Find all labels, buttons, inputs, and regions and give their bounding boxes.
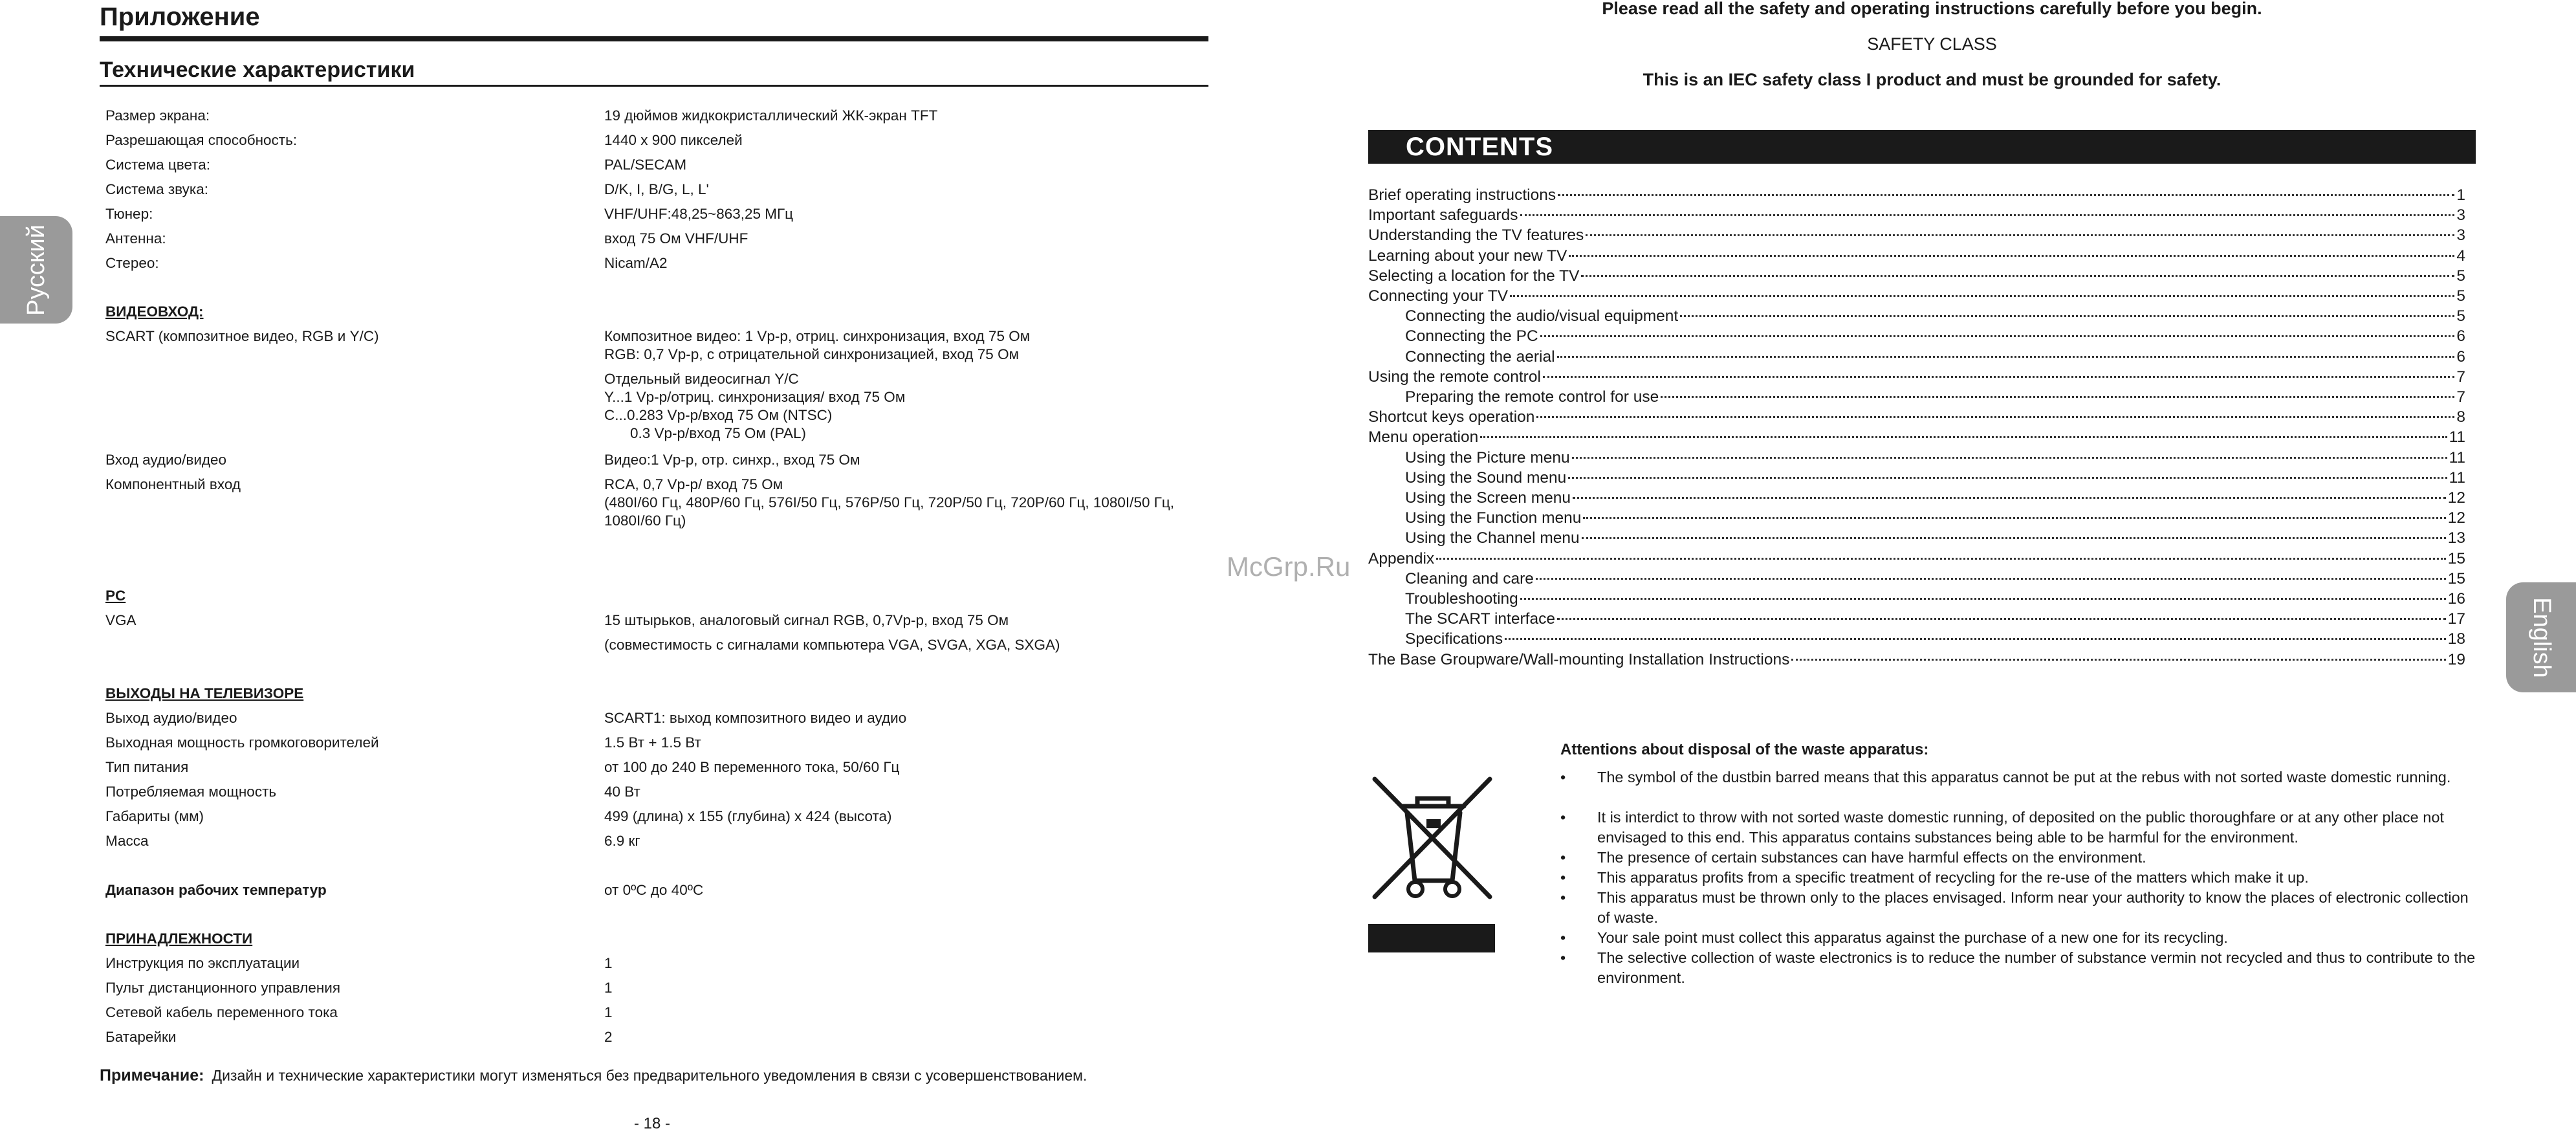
pc-heading: PC	[105, 588, 126, 604]
toc-entry-page: 12	[2447, 489, 2465, 507]
spec-value: вход 75 Ом VHF/UHF	[604, 230, 748, 247]
toc-leader-dots	[1586, 234, 2454, 236]
language-tab-label: English	[2527, 597, 2555, 678]
crossed-dustbin-icon	[1367, 767, 1498, 908]
bullet-item	[1560, 888, 2479, 928]
toc-entry-label: Selecting a location for the TV	[1368, 267, 1580, 285]
toc-leader-dots	[1480, 436, 2447, 438]
toc-entry-label: Using the Sound menu	[1405, 468, 1567, 487]
contents-title: CONTENTS	[1406, 133, 1553, 161]
spec-label: Антенна:	[105, 230, 166, 247]
subtitle-rule	[100, 85, 1208, 87]
toc-entry[interactable]	[1368, 428, 2465, 448]
toc-entry-page: 11	[2449, 428, 2465, 446]
toc-entry[interactable]	[1368, 388, 2465, 408]
toc-leader-dots	[1505, 638, 2446, 640]
toc-entry-label: Connecting the PC	[1405, 327, 1538, 346]
safety-ground-notice: This is an IEC safety class I product and must be grounded for safety.	[1643, 70, 2221, 89]
safety-read-notice: Please read all the safety and operating instructions carefully before you begin.	[1602, 0, 2262, 18]
spec-label: Разрешающая способность:	[105, 132, 298, 148]
bullet-mark: •	[1560, 929, 1566, 946]
bullet-mark: •	[1560, 809, 1566, 826]
toc-entry-label: Brief operating instructions	[1368, 186, 1556, 204]
accessory-count: 1	[604, 980, 613, 996]
audio-video-value: Видео:1 Vp-p, отр. синхр., вход 75 Ом	[604, 452, 860, 468]
toc-leader-dots	[1557, 618, 2446, 620]
scart-line: RGB: 0,7 Vp-p, с отрицательной синхронизацией, вход 75 Ом	[604, 346, 1020, 362]
bullet-item	[1560, 808, 2479, 848]
vga-line: (совместимость с сигналами компьютера VGA, SVGA, XGA, SXGA)	[604, 637, 1060, 653]
toc-entry[interactable]	[1368, 651, 2465, 671]
toc-leader-dots	[1661, 396, 2454, 398]
toc-entry-page: 15	[2447, 549, 2465, 567]
toc-entry[interactable]	[1368, 570, 2465, 590]
toc-entry-page: 13	[2447, 529, 2465, 547]
spec-label: Стерео:	[105, 255, 159, 271]
toc-leader-dots	[1536, 416, 2454, 418]
toc-entry-page: 4	[2456, 247, 2465, 265]
spec-label: Система звука:	[105, 181, 208, 197]
toc-entry[interactable]	[1368, 550, 2465, 570]
left-page	[0, 0, 1288, 1130]
dustbin-marker-bar	[1368, 924, 1495, 952]
right-page	[1288, 0, 2576, 1130]
toc-entry[interactable]	[1368, 590, 2465, 610]
output-value: 40 Вт	[604, 784, 640, 800]
bullet-item	[1560, 948, 2479, 988]
vga-line: 15 штырьков, аналоговый сигнал RGB, 0,7Vp-p, вход 75 Ом	[604, 612, 1009, 628]
note	[100, 1066, 1212, 1085]
component-line: RCA, 0,7 Vp-p/ вход 75 Ом	[604, 476, 783, 492]
toc-leader-dots	[1536, 578, 2446, 580]
toc-entry[interactable]	[1368, 408, 2465, 428]
toc-entry[interactable]	[1368, 348, 2465, 368]
toc-entry-label: Troubleshooting	[1405, 590, 1518, 608]
accessory-label: Пульт дистанционного управления	[105, 980, 341, 996]
toc-entry-page: 15	[2447, 569, 2465, 588]
toc-leader-dots	[1573, 497, 2446, 499]
bullet-mark: •	[1560, 849, 1566, 866]
toc-entry-page: 6	[2456, 347, 2465, 366]
toc-entry-page: 5	[2456, 287, 2465, 305]
output-value: 499 (длина) x 155 (глубина) x 424 (высота)	[604, 808, 892, 824]
outputs-heading: ВЫХОДЫ НА ТЕЛЕВИЗОРЕ	[105, 685, 304, 701]
toc-entry[interactable]	[1368, 327, 2465, 347]
toc-entry[interactable]	[1368, 630, 2465, 650]
bullet-text: Your sale point must collect this apparatus against the purchase of a new one for its recycling.	[1597, 929, 2228, 946]
contents-header	[1368, 130, 2476, 164]
component-line: (480I/60 Гц, 480P/60 Гц, 576I/50 Гц, 576P/50 Гц, 720P/50 Гц, 720P/60 Гц, 1080I/50 Гц,	[604, 494, 1175, 511]
bullet-text: The presence of certain substances can have harmful effects on the environment.	[1597, 849, 2146, 866]
language-tab-english	[2506, 582, 2576, 692]
toc-entry[interactable]	[1368, 226, 2465, 247]
spec-value: PAL/SECAM	[604, 157, 687, 173]
bullet-mark: •	[1560, 769, 1566, 786]
spec-label: Тюнер:	[105, 206, 153, 222]
toc-entry-page: 17	[2447, 610, 2465, 628]
toc-leader-dots	[1436, 558, 2446, 560]
toc-entry[interactable]	[1368, 489, 2465, 509]
spec-value: VHF/UHF:48,25~863,25 МГц	[604, 206, 794, 222]
output-label: Выход аудио/видео	[105, 710, 237, 726]
accessories-heading: ПРИНАДЛЕЖНОСТИ	[105, 930, 253, 947]
toc-leader-dots	[1569, 255, 2454, 257]
vga-label: VGA	[105, 612, 136, 628]
accessory-label: Инструкция по эксплуатации	[105, 955, 300, 971]
accessory-label: Батарейки	[105, 1029, 177, 1045]
bullet-text: This apparatus profits from a specific treatment of recycling for the re-use of the matters which make it up.	[1597, 869, 2309, 886]
toc-entry-page: 18	[2447, 630, 2465, 648]
toc-entry-label: Connecting the aerial	[1405, 347, 1555, 366]
output-label: Тип питания	[105, 759, 189, 775]
toc-entry-page: 19	[2447, 650, 2465, 668]
toc-entry-label: The Base Groupware/Wall-mounting Installation Instructions	[1368, 650, 1790, 668]
subsection-title: Технические характеристики	[100, 58, 415, 82]
toc-leader-dots	[1520, 598, 2446, 600]
audio-video-label: Вход аудио/видео	[105, 452, 227, 468]
bullet-text: The selective collection of waste electronics is to reduce the number of substance vermin not recycled and thus to contribute to the environment.	[1597, 949, 2476, 986]
spec-value: D/K, I, B/G, L, L'	[604, 181, 709, 197]
toc-entry-page: 5	[2456, 307, 2465, 325]
bullet-item	[1560, 928, 2479, 948]
toc-entry[interactable]	[1368, 610, 2465, 630]
toc-leader-dots	[1540, 335, 2455, 337]
toc-entry[interactable]	[1368, 247, 2465, 267]
spec-value: 19 дюймов жидкокристаллический ЖК-экран TFT	[604, 107, 938, 124]
toc-entry-label: Learning about your new TV	[1368, 247, 1567, 265]
scart-line: Y...1 Vp-p/отриц. синхронизация/ вход 75 Ом	[604, 389, 906, 405]
bullet-item	[1560, 767, 2479, 787]
toc-leader-dots	[1543, 376, 2454, 378]
bullet-item	[1560, 868, 2479, 888]
toc-entry-page: 16	[2447, 590, 2465, 608]
output-value: от 100 до 240 В переменного тока, 50/60 Гц	[604, 759, 900, 775]
accessory-label: Сетевой кабель переменного тока	[105, 1004, 338, 1020]
toc-entry-label: Important safeguards	[1368, 206, 1518, 225]
output-value: SCART1: выход композитного видео и аудио	[604, 710, 907, 726]
toc-entry-label: Specifications	[1405, 630, 1503, 648]
toc-entry[interactable]	[1368, 368, 2465, 388]
video-in-heading: ВИДЕОВХОД:	[105, 303, 204, 320]
bullet-text: This apparatus must be thrown only to the places envisaged. Inform near your authority to know the places of electronic collection of waste.	[1597, 889, 2469, 926]
output-label: Выходная мощность громкоговорителей	[105, 734, 379, 751]
section-title: Приложение	[100, 3, 260, 31]
toc-entry-page: 11	[2449, 448, 2465, 467]
toc-entry-page: 11	[2449, 468, 2465, 487]
scart-line: 0.3 Vp-p/вход 75 Ом (PAL)	[630, 425, 806, 441]
accessory-count: 2	[604, 1029, 613, 1045]
language-tab-label: Русский	[22, 224, 50, 316]
toc-entry-label: Using the remote control	[1368, 368, 1541, 386]
spec-value: 1440 x 900 пикселей	[604, 132, 743, 148]
toc-leader-dots	[1791, 659, 2445, 661]
toc-entry-label: Shortcut keys operation	[1368, 408, 1535, 426]
toc-leader-dots	[1558, 194, 2454, 196]
bullet-mark: •	[1560, 889, 1566, 906]
scart-line: C...0.283 Vp-p/вход 75 Ом (NTSC)	[604, 407, 833, 423]
toc-entry-page: 7	[2456, 368, 2465, 386]
note-label: Примечание:	[100, 1066, 204, 1084]
toc-entry-label: Menu operation	[1368, 428, 1479, 446]
toc-entry[interactable]	[1368, 267, 2465, 287]
toc-entry-label: Using the Screen menu	[1405, 489, 1571, 507]
scart-line: Отдельный видеосигнал Y/C	[604, 371, 799, 387]
toc-entry-page: 6	[2456, 327, 2465, 346]
toc-entry[interactable]	[1368, 307, 2465, 327]
toc-entry-label: Using the Picture menu	[1405, 448, 1570, 467]
toc-entry-page: 5	[2456, 267, 2465, 285]
output-value: 6.9 кг	[604, 833, 640, 849]
toc-entry[interactable]	[1368, 186, 2465, 206]
output-label: Габариты (мм)	[105, 808, 204, 824]
toc-entry-label: Cleaning and care	[1405, 569, 1534, 588]
toc-entry-label: Connecting the audio/visual equipment	[1405, 307, 1679, 325]
toc-entry-page: 12	[2447, 509, 2465, 527]
toc-leader-dots	[1581, 275, 2454, 277]
toc-entry-label: Using the Function menu	[1405, 509, 1582, 527]
safety-class: SAFETY CLASS	[1867, 34, 1997, 54]
toc-entry-page: 8	[2456, 408, 2465, 426]
toc-entry[interactable]	[1368, 449, 2465, 469]
language-tab-russian	[0, 216, 72, 324]
toc-entry-label: Understanding the TV features	[1368, 226, 1584, 245]
output-value: 1.5 Вт + 1.5 Вт	[604, 734, 701, 751]
toc-entry-label: Connecting your TV	[1368, 287, 1509, 305]
toc-entry[interactable]	[1368, 206, 2465, 226]
toc-entry[interactable]	[1368, 509, 2465, 529]
toc-entry[interactable]	[1368, 529, 2465, 549]
output-label: Масса	[105, 833, 149, 849]
toc-entry-page: 1	[2456, 186, 2465, 204]
scart-line: Композитное видео: 1 Vp-p, отриц. синхронизация, вход 75 Ом	[604, 328, 1031, 344]
toc-entry-page: 3	[2456, 206, 2465, 225]
toc-entry[interactable]	[1368, 469, 2465, 489]
output-label: Потребляемая мощность	[105, 784, 277, 800]
bullet-text: It is interdict to throw with not sorted waste domestic running, of deposited on the public thoroughfare or at any other place not envisaged to this end. This apparatus contains substances being able to be harmful for the environment.	[1597, 809, 2444, 846]
bullet-mark: •	[1560, 949, 1566, 966]
toc-entry-page: 3	[2456, 226, 2465, 245]
spec-value: Nicam/A2	[604, 255, 668, 271]
toc-leader-dots	[1510, 295, 2454, 297]
toc-entry-label: The SCART interface	[1405, 610, 1555, 628]
title-rule	[100, 36, 1208, 41]
attention-title: Attentions about disposal of the waste apparatus:	[1560, 741, 1929, 758]
spec-label: Система цвета:	[105, 157, 211, 173]
component-label: Компонентный вход	[105, 476, 241, 492]
temperature-value: от 0ºС до 40ºС	[604, 882, 704, 898]
temperature-label: Диапазон рабочих температур	[105, 882, 327, 898]
toc-entry[interactable]	[1368, 287, 2465, 307]
note-text: Дизайн и технические характеристики могут изменяться без предварительного уведомления в связи с усовершенствованием.	[212, 1067, 1087, 1084]
toc-entry-label: Using the Channel menu	[1405, 529, 1580, 547]
accessory-count: 1	[604, 1004, 613, 1020]
toc-entry-page: 7	[2456, 388, 2465, 406]
toc-entry-label: Appendix	[1368, 549, 1435, 567]
toc-leader-dots	[1582, 537, 2446, 539]
accessory-count: 1	[604, 955, 613, 971]
spec-label: Размер экрана:	[105, 107, 210, 124]
toc-leader-dots	[1557, 356, 2455, 358]
toc-leader-dots	[1520, 214, 2455, 216]
bullet-text: The symbol of the dustbin barred means that this apparatus cannot be put at the rebus with not sorted waste domestic running.	[1597, 769, 2451, 786]
component-line: 1080I/60 Гц)	[604, 512, 686, 529]
page-number: - 18 -	[634, 1115, 671, 1132]
toc-leader-dots	[1583, 517, 2445, 519]
bullet-item	[1560, 848, 2479, 868]
toc-leader-dots	[1572, 457, 2447, 459]
bullet-mark: •	[1560, 869, 1566, 886]
scart-label: SCART (композитное видео, RGB и Y/C)	[105, 328, 379, 344]
toc-leader-dots	[1568, 477, 2447, 479]
toc-entry-label: Preparing the remote control for use	[1405, 388, 1659, 406]
toc-leader-dots	[1680, 315, 2454, 317]
watermark: McGrp.Ru	[1227, 551, 1351, 582]
